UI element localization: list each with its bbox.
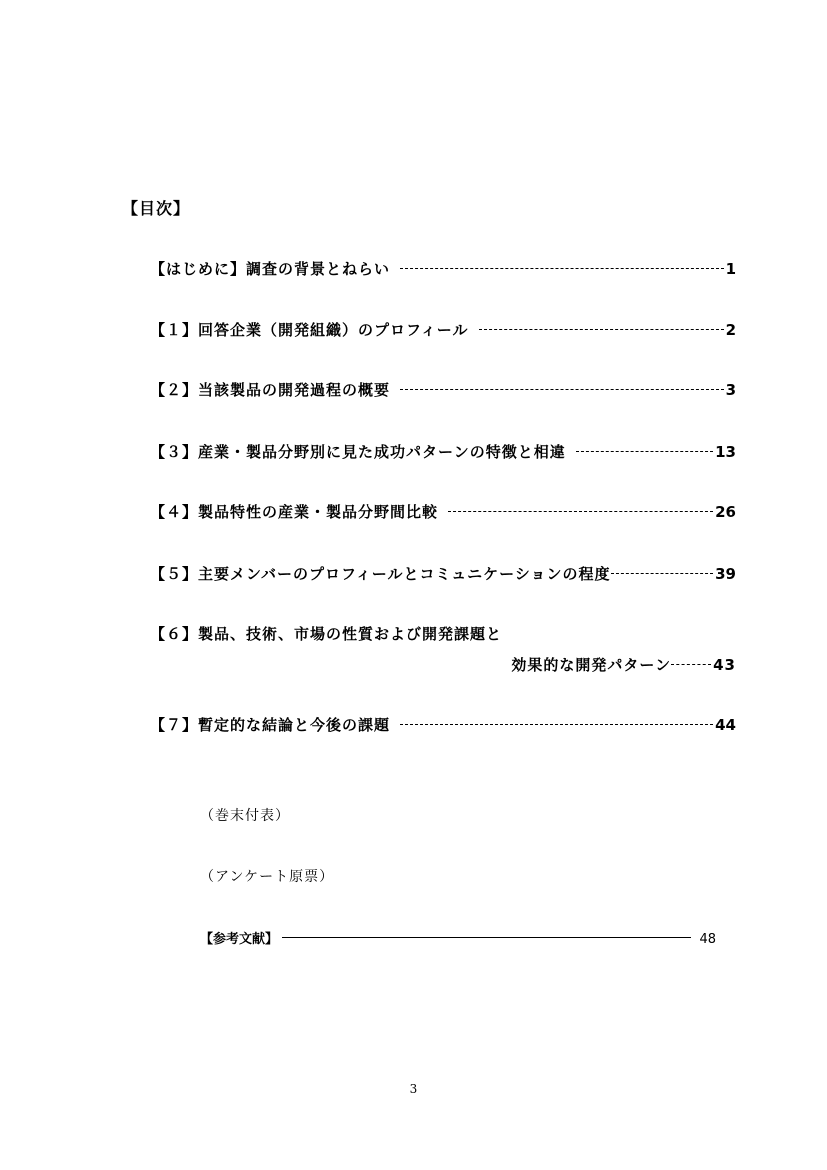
toc-entry-label: 【はじめに】調査の背景とねらい — [150, 260, 391, 278]
toc-entry-2 — [150, 379, 736, 400]
toc-entry-page: 2 — [725, 321, 736, 339]
leader-dots — [479, 329, 724, 330]
appendix-questionnaire: （アンケート原票） — [200, 869, 335, 885]
toc-entry-page: 39 — [715, 565, 736, 583]
toc-entry-4 — [150, 501, 736, 522]
leader-dots — [671, 664, 711, 665]
references-page: 48 — [699, 932, 716, 947]
toc-entry-label: 【２】当該製品の開発過程の概要 — [150, 381, 391, 399]
toc-entry-label: 【３】産業・製品分野別に見た成功パターンの特徴と相違 — [150, 443, 566, 461]
leader-line — [282, 937, 691, 938]
toc-entry-page: 13 — [715, 443, 736, 461]
references-entry — [200, 928, 716, 947]
toc-entry-label: 【１】回答企業（開発組織）のプロフィール — [150, 321, 469, 339]
references-label: 【参考文献】 — [200, 932, 279, 947]
toc-entry-page: 43 — [713, 656, 736, 674]
toc-entry-page: 3 — [725, 381, 736, 399]
leader-dots — [576, 451, 713, 452]
toc-entry-label: 【７】暫定的な結論と今後の課題 — [150, 716, 391, 734]
leader-dots — [448, 511, 713, 512]
toc-entry-intro — [150, 258, 736, 279]
toc-entry-label: 【４】製品特性の産業・製品分野間比較 — [150, 503, 439, 521]
toc-entry-3 — [150, 441, 736, 462]
leader-dots — [400, 268, 724, 269]
leader-dots — [400, 724, 713, 725]
toc-entry-7 — [150, 714, 736, 735]
toc-entry-6-line1: 【６】製品、技術、市場の性質および開発課題と — [150, 625, 503, 643]
footer-page-number: 3 — [409, 1082, 418, 1096]
toc-entry-1 — [150, 319, 736, 340]
appendix-tables: （巻末付表） — [200, 808, 290, 824]
toc-entry-page: 1 — [725, 260, 736, 278]
toc-entry-label: 【５】主要メンバーのプロフィールとコミュニケーションの程度 — [150, 565, 611, 583]
toc-title: 【目次】 — [122, 199, 191, 218]
toc-entry-label: 効果的な開発パターン — [511, 656, 672, 674]
toc-entry-5 — [150, 563, 736, 584]
toc-entry-6-line2 — [511, 654, 736, 675]
leader-dots — [400, 389, 724, 390]
toc-entry-page: 44 — [715, 716, 736, 734]
leader-dots — [611, 573, 714, 574]
toc-entry-page: 26 — [715, 503, 736, 521]
